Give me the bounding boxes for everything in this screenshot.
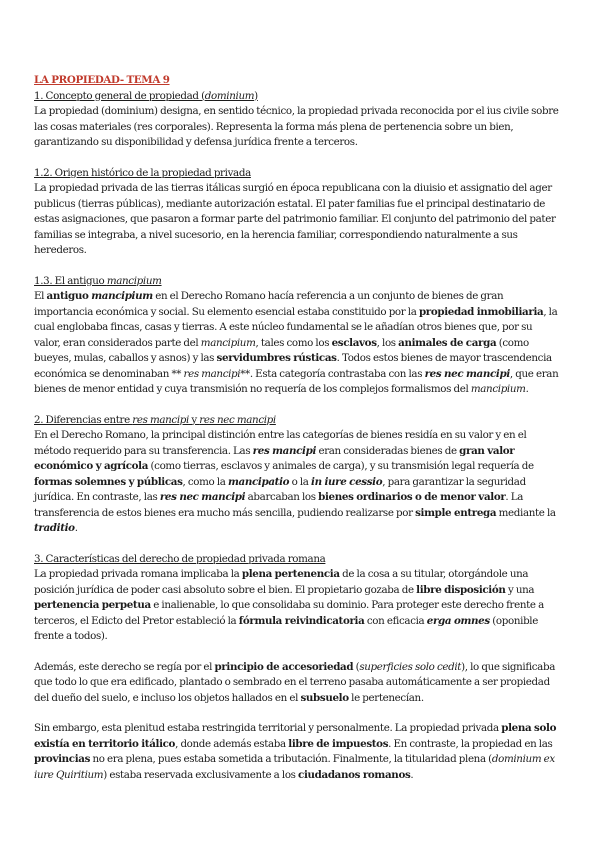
- section-heading-concepto: [34, 89, 560, 105]
- heading-text: ): [254, 89, 258, 102]
- paragraph-origen: La propiedad privada de las tierras itálicas surgió en época republicana con la diuisio et assignatio del ager publicus (tierras públicas), mediante autorización estatal. El pater familias fue el principal destinatario de estas asignaciones, que pasaron a formar parte del patrimonio familiar. El conjunto del patrimonio del pater familias se integraba, a nivel sucesorio, en la herencia familiar, correspondiendo naturalmente a sus herederos.: [34, 182, 556, 256]
- heading-term: res nec mancipi: [199, 413, 276, 426]
- section-heading-mancipium: [34, 274, 560, 290]
- heading-text: 2. Diferencias entre: [34, 413, 133, 426]
- heading-term: res mancipi: [132, 413, 189, 426]
- paragraph-plena-pertenencia: La propiedad privada romana implicaba la plena pertenencia de la cosa a su titular, otorgándole una posición jurídica de poder casi absoluto sobre el bien. El propietario gozaba de libre disposición y una pertenencia perpetua e inalienable, lo que consolidaba su dominio. Para proteger este derecho frente a terceros, el Edicto del Pretor estableció la fórmula reivindicatoria con eficacia erga omnes (oponible frente a todos).: [34, 568, 544, 642]
- paragraph-concepto: La propiedad (dominium) designa, en sentido técnico, la propiedad privada reconocida por el ius civile sobre las cosas materiales (res corporales). Representa la forma más plena de pertenencia sobre un bien, garantizando su disponibilidad y defensa jurídica frente a terceros.: [34, 105, 559, 148]
- section-heading-origen: 1.2. Origen histórico de la propiedad privada: [34, 166, 251, 179]
- heading-text: y: [188, 413, 200, 426]
- paragraph-restricciones: Sin embargo, esta plenitud estaba restringida territorial y personalmente. La propiedad privada plena solo existía en territorio itálico, donde además estaba libre de impuestos. En contraste, la propiedad en las provincias no era plena, pues estaba sometida a tributación. Finalmente, la titularidad plena (dominium ex iure Quiritium) estaba reservada exclusivamente a los ciudadanos romanos.: [34, 722, 557, 781]
- paragraph-accesoriedad: Además, este derecho se regía por el principio de accesoriedad (superficies solo cedit), lo que significaba que todo lo que era edificado, plantado o sembrado en el terreno pasaba automáticamente a ser propiedad del dueño del suelo, e incluso los objetos hallados en el subsuelo le pertenecían.: [34, 660, 555, 704]
- section-heading-caracteristicas: 3. Características del derecho de propiedad privada romana: [34, 552, 326, 565]
- document-title: LA PROPIEDAD- TEMA 9: [34, 74, 170, 86]
- section-heading-diferencias: [34, 413, 560, 429]
- heading-text: 1.3. El antiguo: [34, 274, 107, 287]
- paragraph-diferencias: En el Derecho Romano, la principal distinción entre las categorías de bienes residía en su valor y en el método requerido para su transferencia. Las res mancipi eran consideradas bienes de gran valor económico y agrícola (como tierras, esclavos y animales de carga), y su transmisión legal requería de formas solemnes y públicas, como la mancipatio o la in iure cessio, para garantizar la seguridad jurídica. En contraste, las res nec mancipi abarcaban los bienes ordinarios o de menor valor. La transferencia de estos bienes era mucho más sencilla, pudiendo realizarse por simple entrega mediante la traditio.: [34, 429, 556, 534]
- paragraph-mancipium: El antiguo mancipium en el Derecho Romano hacía referencia a un conjunto de bienes de gran importancia económica y social. Su elemento esencial estaba constituido por la propiedad inmobiliaria, la cual englobaba fincas, casas y tierras. A este núcleo fundamental se le añadían otros bienes que, por su valor, eran considerados parte del mancipium, tales como los esclavos, los animales de carga (como bueyes, mulas, caballos y asnos) y las servidumbres rústicas. Todos estos bienes de mayor trascendencia económica se denominaban ** res mancipi**. Esta categoría contrastaba con las res nec mancipi, que eran bienes de menor entidad y cuya transmisión no requería de los complejos formalismos del mancipium.: [34, 290, 559, 395]
- heading-term: mancipium: [106, 274, 162, 287]
- heading-text: 1. Concepto general de propiedad (: [34, 89, 205, 102]
- heading-term: dominium: [204, 89, 255, 102]
